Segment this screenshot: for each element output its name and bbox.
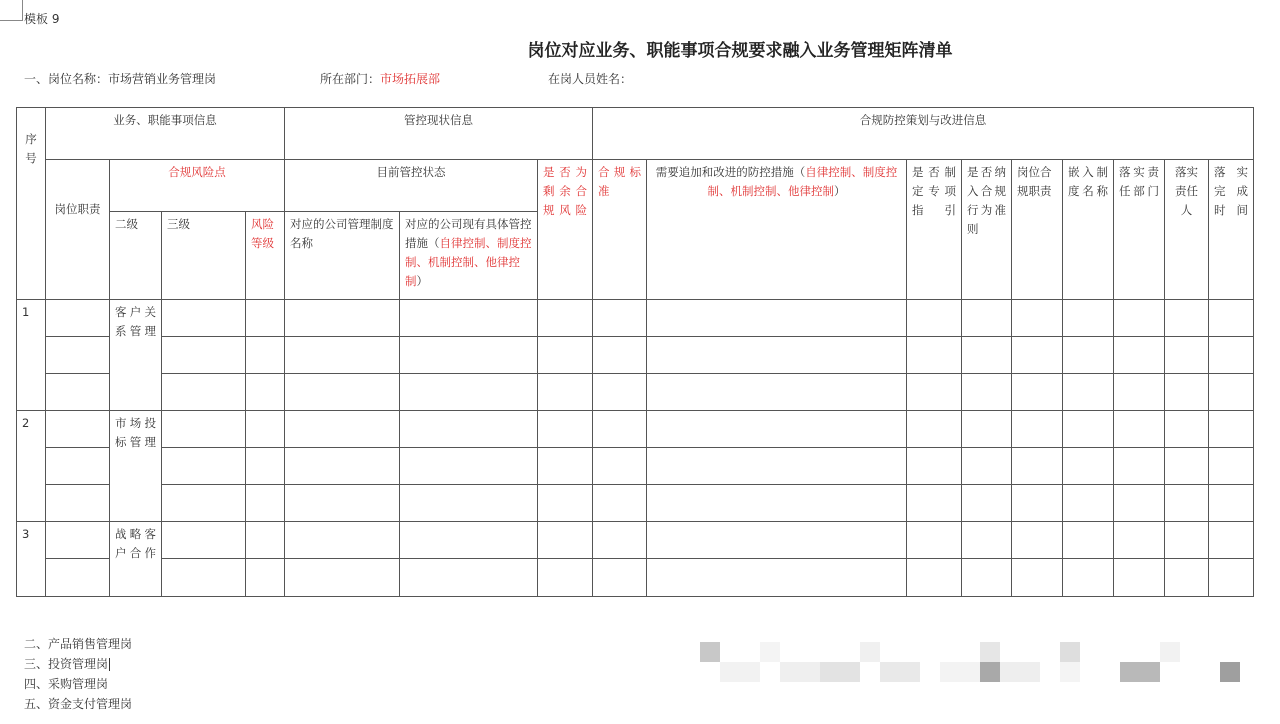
table-cell xyxy=(962,337,1012,374)
table-cell xyxy=(593,411,647,448)
table-cell xyxy=(1063,337,1114,374)
table-cell xyxy=(538,448,593,485)
list-item: 四、采购管理岗 xyxy=(24,677,109,691)
table-cell xyxy=(593,559,647,597)
pixelated-watermark xyxy=(700,640,1245,684)
template-label: 模板 9 xyxy=(24,12,60,26)
table-cell xyxy=(1063,485,1114,522)
row-category: 客户关系管理 xyxy=(110,300,162,411)
table-cell xyxy=(1165,522,1209,559)
page-corner-mark xyxy=(0,0,23,21)
table-cell xyxy=(647,485,907,522)
table-cell xyxy=(1063,411,1114,448)
document-title: 岗位对应业务、职能事项合规要求融入业务管理矩阵清单 xyxy=(527,41,953,61)
table-cell xyxy=(907,337,962,374)
table-cell xyxy=(285,337,400,374)
table-cell xyxy=(46,337,110,374)
table-cell xyxy=(1063,300,1114,337)
table-cell xyxy=(246,559,285,597)
table-cell xyxy=(593,485,647,522)
table-cell xyxy=(1114,300,1165,337)
text-cursor xyxy=(109,658,110,671)
table-cell xyxy=(1012,374,1063,411)
table-cell xyxy=(246,522,285,559)
header-control-status: 管控现状信息 xyxy=(285,108,593,160)
table-cell xyxy=(1165,485,1209,522)
list-item: 三、投资管理岗 xyxy=(24,657,109,671)
table-cell xyxy=(46,522,110,559)
table-cell xyxy=(962,485,1012,522)
position-value: 市场营销业务管理岗 xyxy=(108,72,217,86)
department-value: 市场拓展部 xyxy=(380,72,441,86)
table-cell xyxy=(246,411,285,448)
table-cell xyxy=(400,337,538,374)
header-compliance-standard: 合规标准 xyxy=(593,160,647,300)
table-cell xyxy=(647,411,907,448)
table-cell xyxy=(1209,374,1254,411)
table-cell xyxy=(400,411,538,448)
header-resp-person: 落实责任人 xyxy=(1165,160,1209,300)
table-cell xyxy=(46,448,110,485)
table-cell xyxy=(1209,522,1254,559)
row-category: 市场投标管理 xyxy=(110,411,162,522)
table-cell xyxy=(162,522,246,559)
table-cell xyxy=(1012,300,1063,337)
table-cell xyxy=(400,522,538,559)
table-cell xyxy=(1165,300,1209,337)
list-item: 五、资金支付管理岗 xyxy=(24,697,133,711)
table-cell xyxy=(1063,448,1114,485)
table-cell xyxy=(647,559,907,597)
table-cell xyxy=(46,300,110,337)
table-cell xyxy=(962,559,1012,597)
table-cell xyxy=(1012,522,1063,559)
table-cell xyxy=(1063,374,1114,411)
table-cell xyxy=(907,522,962,559)
row-seq: 1 xyxy=(17,300,46,411)
table-cell xyxy=(538,522,593,559)
table-cell xyxy=(907,411,962,448)
table-cell xyxy=(1114,559,1165,597)
header-post-duty: 岗位职责 xyxy=(46,160,110,300)
table-cell xyxy=(1209,559,1254,597)
header-seq: 序号 xyxy=(17,108,46,300)
table-cell xyxy=(1209,485,1254,522)
table-cell xyxy=(285,522,400,559)
table-cell xyxy=(1114,485,1165,522)
table-cell xyxy=(285,559,400,597)
table-cell xyxy=(538,337,593,374)
table-cell xyxy=(1209,300,1254,337)
table-cell xyxy=(285,374,400,411)
header-completion-time: 落实完成时间 xyxy=(1209,160,1254,300)
table-cell xyxy=(538,559,593,597)
header-company-system: 对应的公司管理制度名称 xyxy=(285,212,400,300)
header-control-measures: 对应的公司现有具体管控措施（自律控制、制度控制、机制控制、他律控制） xyxy=(400,212,538,300)
header-business-info: 业务、职能事项信息 xyxy=(46,108,285,160)
table-cell xyxy=(593,300,647,337)
table-cell xyxy=(162,337,246,374)
table-cell xyxy=(1012,337,1063,374)
table-cell xyxy=(400,300,538,337)
table-cell xyxy=(593,337,647,374)
header-residual-risk: 是否为剩余合规风险 xyxy=(538,160,593,300)
table-cell xyxy=(285,411,400,448)
staff-label: 在岗人员姓名： xyxy=(548,72,633,86)
table-cell xyxy=(285,300,400,337)
table-cell xyxy=(538,300,593,337)
table-cell xyxy=(1114,448,1165,485)
table-cell xyxy=(907,485,962,522)
position-label: 一、岗位名称： xyxy=(24,72,109,86)
staff-name-field xyxy=(548,70,632,87)
table-cell xyxy=(46,411,110,448)
table-cell xyxy=(162,448,246,485)
table-cell xyxy=(647,337,907,374)
table-cell xyxy=(907,374,962,411)
table-cell xyxy=(593,374,647,411)
header-current-control: 目前管控状态 xyxy=(285,160,538,212)
table-cell xyxy=(285,485,400,522)
table-cell xyxy=(162,485,246,522)
list-item: 二、产品销售管理岗 xyxy=(24,637,133,651)
header-level3: 三级 xyxy=(162,212,246,300)
table-cell xyxy=(1209,448,1254,485)
table-cell xyxy=(162,559,246,597)
table-cell xyxy=(162,374,246,411)
table-cell xyxy=(400,559,538,597)
table-cell xyxy=(1165,337,1209,374)
table-cell xyxy=(907,300,962,337)
table-cell xyxy=(1063,522,1114,559)
row-category: 战略客户合作 xyxy=(110,522,162,597)
table-cell xyxy=(400,485,538,522)
table-cell xyxy=(1012,448,1063,485)
table-cell xyxy=(246,300,285,337)
table-cell xyxy=(647,374,907,411)
header-resp-dept: 落实责任部门 xyxy=(1114,160,1165,300)
table-cell xyxy=(1165,559,1209,597)
table-cell xyxy=(46,485,110,522)
table-cell xyxy=(246,374,285,411)
header-improvement-measures: 需要追加和改进的防控措施（自律控制、制度控制、机制控制、他律控制） xyxy=(647,160,907,300)
table-cell xyxy=(907,448,962,485)
table-cell xyxy=(46,374,110,411)
table-cell xyxy=(1063,559,1114,597)
table-cell xyxy=(1209,337,1254,374)
table-cell xyxy=(538,485,593,522)
compliance-matrix-table xyxy=(16,107,1254,597)
table-cell xyxy=(400,374,538,411)
table-cell xyxy=(647,448,907,485)
table-cell xyxy=(1012,485,1063,522)
row-seq: 2 xyxy=(17,411,46,522)
table-cell xyxy=(538,411,593,448)
table-cell xyxy=(246,485,285,522)
table-cell xyxy=(1165,448,1209,485)
table-cell xyxy=(593,522,647,559)
table-cell xyxy=(1165,374,1209,411)
table-cell xyxy=(1114,411,1165,448)
header-special-guide: 是否制定专项指引 xyxy=(907,160,962,300)
other-positions-list xyxy=(24,634,132,714)
table-cell xyxy=(46,559,110,597)
table-cell xyxy=(647,300,907,337)
table-cell xyxy=(246,448,285,485)
table-cell xyxy=(1012,411,1063,448)
table-cell xyxy=(285,448,400,485)
table-cell xyxy=(647,522,907,559)
header-post-compliance-duty: 岗位合规职责 xyxy=(1012,160,1063,300)
table-cell xyxy=(1209,411,1254,448)
table-cell xyxy=(962,522,1012,559)
header-embed-system: 嵌入制度名称 xyxy=(1063,160,1114,300)
table-cell xyxy=(162,300,246,337)
table-cell xyxy=(162,411,246,448)
table-cell xyxy=(593,448,647,485)
header-risk-level: 风险等级 xyxy=(246,212,285,300)
table-cell xyxy=(1165,411,1209,448)
table-cell xyxy=(246,337,285,374)
position-name-field xyxy=(24,70,216,87)
header-level2: 二级 xyxy=(110,212,162,300)
table-cell xyxy=(1114,522,1165,559)
table-cell xyxy=(962,411,1012,448)
table-cell xyxy=(400,448,538,485)
header-compliance-planning: 合规防控策划与改进信息 xyxy=(593,108,1254,160)
table-cell xyxy=(962,300,1012,337)
department-label: 所在部门： xyxy=(320,72,381,86)
row-seq: 3 xyxy=(17,522,46,597)
table-cell xyxy=(538,374,593,411)
table-cell xyxy=(907,559,962,597)
table-cell xyxy=(1114,374,1165,411)
table-cell xyxy=(1114,337,1165,374)
header-risk-point: 合规风险点 xyxy=(110,160,285,212)
header-include-rules: 是否纳入合规行为准则 xyxy=(962,160,1012,300)
table-cell xyxy=(1012,559,1063,597)
department-field xyxy=(320,70,440,87)
table-cell xyxy=(962,448,1012,485)
table-cell xyxy=(962,374,1012,411)
